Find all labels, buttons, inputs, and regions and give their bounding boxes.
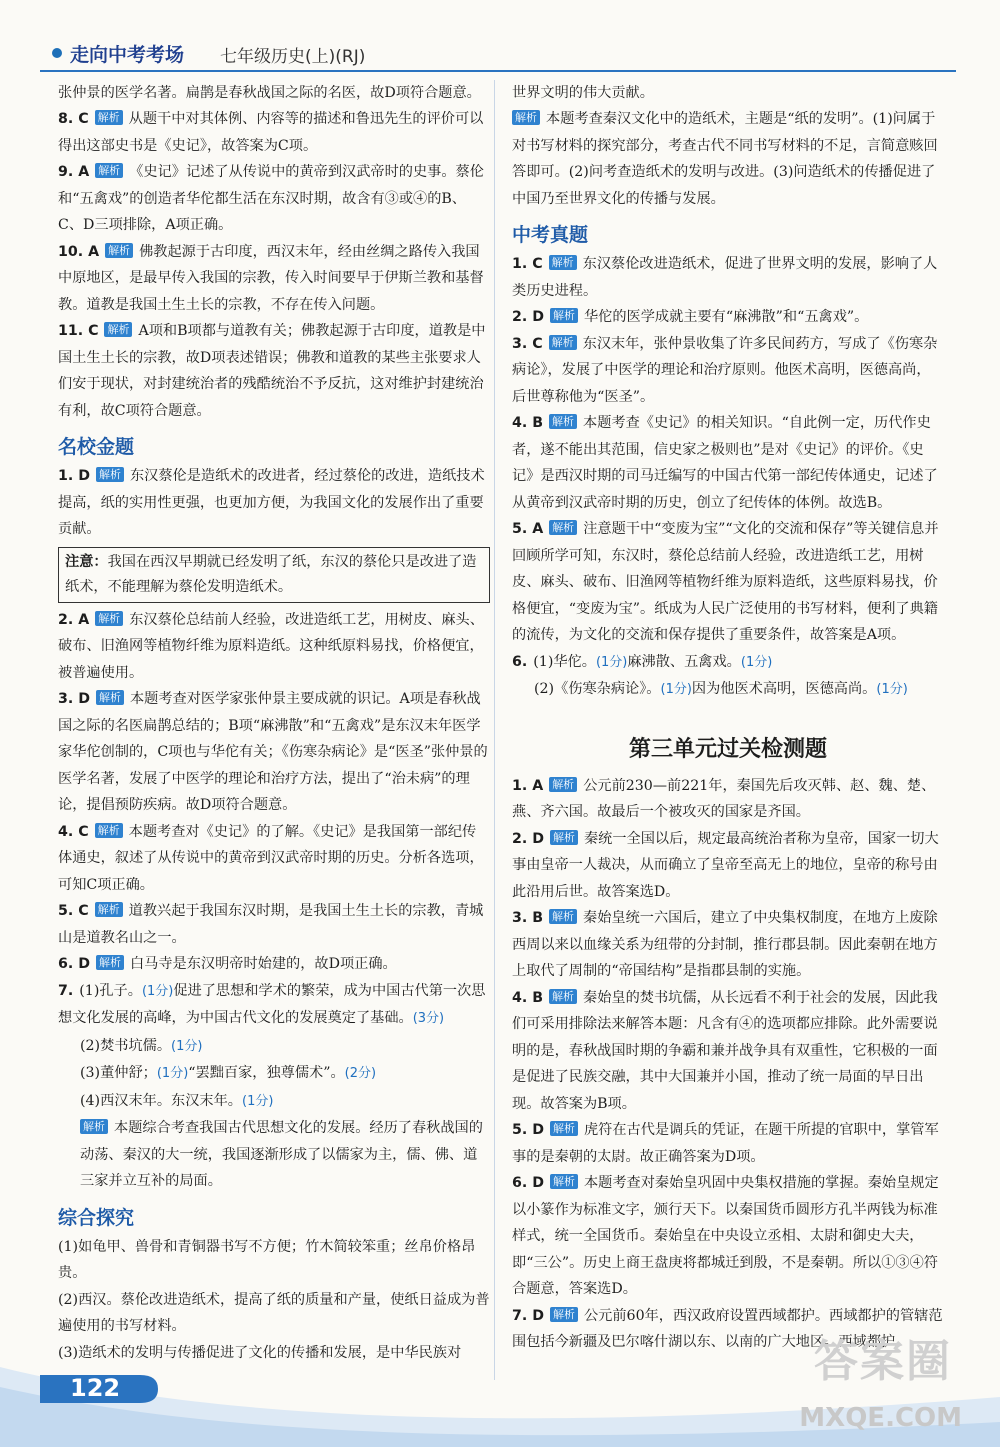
score-label: (1分) [156,1066,189,1081]
book-subtitle: 七年级历史(上)(RJ) [220,47,366,67]
score-label: (1分) [740,654,773,670]
answer-text: 东汉末年，张仲景收集了许多民间药方，写成了《伤寒杂病论》，发展了中医学的理论和治疗原则。他医术高明，医德高尚，后世尊称他为“医圣”。 [512,335,938,405]
analysis-tag: 解析 [95,611,123,626]
answer-item [512,304,944,331]
analysis-text: 本题综合考查我国古代思想文化的发展。经历了春秋战国的动荡、秦汉的大一统，我国逐渐形成了以儒家为主，儒、佛、道三家并立互补的局面。 [80,1120,483,1189]
answer-item [512,516,944,649]
analysis-tag: 解析 [549,255,577,270]
analysis-tag: 解析 [549,989,577,1004]
answer-item [512,410,944,516]
answer-number: 6. D [512,1175,544,1191]
score-label: (3分) [412,1011,445,1026]
analysis-tag: 解析 [105,243,133,258]
score-label: (1分) [242,1093,274,1109]
answer-text: “罢黜百家，独尊儒术”。 [188,1065,345,1081]
answer-text: 本题考查对秦始皇巩固中央集权措施的掌握。秦始皇规定以小篆作为标准文字，颁行天下。以秦国货币圆形方孔半两钱为标准样式，统一全国货币。秦始皇在中央设立丞相、太尉和御史大夫，即“三公”。历史上商王盘庚将都城迁到殷，不是秦朝。所以①③④符合题意，答案选D。 [512,1175,939,1297]
note-text: 我国在西汉早期就已经发明了纸，东汉的蔡伦只是改进了造纸术，不能理解为蔡伦发明造纸术。 [65,553,477,595]
answer-text: 秦始皇统一六国后，建立了中央集权制度，在地方上废除西周以来以血缘关系为纽带的分封制，推行郡县制。因此秦朝在地方上取代了周制的“帝国结构”是指郡县制的实施。 [512,910,938,979]
answer-number: 3. D [58,691,90,707]
answer-item [58,318,490,424]
analysis-paragraph [58,1115,490,1195]
answer-text: 公元前230—前221年，秦国先后攻灭韩、赵、魏、楚、燕、齐六国。故最后一个被攻灭的国家是齐国。 [512,777,936,820]
answer-text: (1)华佗。 [533,653,596,670]
analysis-tag: 解析 [550,308,578,323]
answer-item [58,607,490,687]
answer-text: 本题考查对《史记》的了解。《史记》是我国第一部纪传体通史，叙述了从传说中的黄帝到汉武帝时期的历史。分析各选项，可知C项正确。 [58,823,484,893]
score-label: (1分) [660,682,692,697]
answer-item [58,463,490,543]
answer-item [58,978,490,1033]
answer-number: 5. D [512,1122,544,1138]
analysis-tag: 解析 [96,955,124,970]
note-label: 注意： [65,553,108,570]
book-title: 走向中考考场 [70,44,185,66]
answer-item [512,1170,944,1303]
answer-text: (3)董仲舒； [80,1065,157,1081]
answer-text: 麻沸散、五禽戏。 [627,653,741,670]
analysis-tag: 解析 [549,414,577,429]
answer-text: 公元前60年，西汉政府设置西域都护。西域都护的管辖范围包括今新疆及巴尔喀什湖以东、以南的广大地区。西域都护 [512,1307,943,1350]
answer-number: 1. D [58,468,90,484]
analysis-tag: 解析 [512,110,540,125]
answer-item [512,1117,944,1170]
answer-number: 4. C [58,823,89,840]
answer-text: 秦始皇的焚书坑儒，从长远看不利于社会的发展，因此我们可采用排除法来解答本题：凡含有④的选项都应排除。此外需要说明的是，春秋战国时期的争霸和兼并战争具有双重性，它积极的一面是促进了民族交融，其中大国兼并小国，推动了统一局面的早日出现。故答案为B项。 [512,989,938,1112]
answer-text: 华佗的医学成就主要有“麻沸散”和“五禽戏”。 [583,309,869,325]
answer-text: 道教兴起于我国东汉时期，是我国土生土长的宗教，青城山是道教名山之一。 [58,903,484,946]
answer-item [512,826,944,906]
answer-number: 3. C [512,335,543,352]
analysis-tag: 解析 [549,777,577,792]
answer-list [512,773,944,1356]
answer-text: 佛教起源于古印度，西汉末年，经由丝绸之路传入我国中原地区，是最早传入我国的宗教，传入时间要早于伊斯兰教和基督教。道教是我国土生土长的宗教，不存在传入问题。 [58,243,484,313]
answer-number: 10. A [58,243,100,260]
answer-text: 东汉蔡伦总结前人经验，改进造纸工艺，用树皮、麻头、破布、旧渔网等植物纤维为原料造纸。这种纸原料易找，价格便宜，被普遍使用。 [58,611,484,681]
score-label: (1分) [141,983,174,999]
answer-item [512,905,944,985]
answer-number: 11. C [58,323,99,339]
answer-text: (1)孔子。 [79,982,142,999]
unit-title: 第三单元过关检测题 [628,736,827,762]
answer-number: 8. C [58,111,89,127]
analysis-tag: 解析 [96,690,124,705]
answer-subitem [58,1088,490,1116]
analysis-tag: 解析 [96,467,124,482]
explore-answer: (2)西汉。蔡伦改进造纸术，提高了纸的质量和产量，使纸日益成为普遍使用的书写材料。 [58,1291,490,1334]
answer-number: 4. B [512,989,544,1006]
answer-text: 虎符在古代是调兵的凭证，在题干所提的官职中，掌管军事的是秦朝的太尉。故正确答案为D项。 [512,1122,939,1165]
answer-text: (4)西汉末年。 [80,1092,172,1109]
section-title: 名校金题 [58,436,135,458]
watermark-logo: 答案圈 [814,1336,952,1387]
answer-item [58,819,490,899]
watermark-url: MXQE.COM [799,1403,962,1433]
answer-subitem [58,1060,490,1088]
answer-number: 5. A [512,521,544,537]
answer-text: 东汉蔡伦改进造纸术，促进了世界文明的发展，影响了人类历史进程。 [512,256,938,299]
answer-list [512,251,944,649]
score-label: (1分) [595,654,628,670]
answer-number: 9. A [58,164,90,180]
analysis-tag: 解析 [95,110,123,125]
section-title: 中考真题 [512,224,589,246]
answer-item [58,951,490,978]
answer-number: 6. [512,653,528,670]
answer-text: 《史记》记述了从传说中的黄帝到汉武帝时的史事。蔡伦和“五禽戏”的创造者华佗都生活在东汉时期，故含有③或④的B、C、D三项排除，A项正确。 [58,164,484,233]
answer-text: 秦统一全国以后，规定最高统治者称为皇帝，国家一切大事由皇帝一人裁决，从而确立了皇帝至高无上的地位，皇帝的称号由此沿用后世。故答案选D。 [512,830,939,900]
score-label: (1分) [171,1038,203,1054]
page-number: 122 [70,1374,121,1402]
right-column [512,80,944,1356]
analysis-tag: 解析 [104,322,132,337]
answer-list [58,607,490,978]
answer-number: 6. D [58,956,90,972]
answer-number: 2. D [512,830,544,847]
left-column [58,80,490,1366]
continued-text: 张仲景的医学名著。扁鹊是春秋战国之际的名医，故D项符合题意。 [58,85,481,101]
score-label: (1分) [876,682,908,697]
analysis-tag: 解析 [95,823,123,838]
answer-item [58,159,490,239]
answer-number: 2. D [512,309,544,325]
answer-text: 注意题干中“变废为宝”“文化的交流和保存”等关键信息并回顾所学可知，东汉时，蔡伦总结前人经验，改进造纸工艺，用树皮、麻头、破布、旧渔网等植物纤维为原料造纸，这些原料易找，价格便宜，“变废为宝”。纸成为人民广泛使用的书写材料，便利了典籍的流传，为文化的交流和保存提供了重要条件，故答案是A项。 [512,521,939,643]
section-title: 综合探究 [58,1206,135,1229]
analysis-tag: 解析 [549,335,577,350]
answer-item [58,106,490,159]
analysis-tag: 解析 [95,163,123,178]
analysis-text: 本题考查秦汉文化中的造纸术，主题是“纸的发明”。(1)问属于对书写材料的探究部分，考查古代不同书写材料的不足，言简意赅回答即可。(2)问考查造纸术的发明与改进。(3)问造纸术的传播促进了中国乃至世界文化的传播与发展。 [512,111,938,207]
answer-item [512,985,944,1118]
answer-text: 本题考查《史记》的相关知识。“自此例一定，历代作史者，遂不能出其范围，信史家之极则也”是对《史记》的评价。《史记》是西汉时期的司马迁编写的中国古代第一部纪传体通史，记述了从黄帝到汉武帝时期的历史，创立了纪传体的体例。故选B。 [512,415,938,511]
score-label: (2分) [344,1066,377,1081]
header-rule [40,70,956,72]
answer-text: 东汉蔡伦是造纸术的改进者，经过蔡伦的改进，造纸技术提高，纸的实用性更强，也更加方便，为我国文化的发展作出了重要贡献。 [58,468,485,537]
answer-number: 1. C [512,256,543,272]
analysis-tag: 解析 [95,902,123,917]
page-header [40,38,955,70]
answer-item [512,331,944,411]
answer-subitem [512,676,944,704]
analysis-paragraph [512,106,944,212]
answer-item [58,898,490,951]
answer-list [58,106,490,424]
continued-text: 世界文明的伟大贡献。 [512,85,654,101]
answer-item [512,251,944,304]
analysis-tag: 解析 [549,909,577,924]
analysis-tag: 解析 [550,1307,578,1322]
answer-text: A项和B项都与道教有关；佛教起源于古印度，道教是中国土生土长的宗教，故D项表述错误；佛教和道教的某些主张要求人们安于现状，对封建统治者的残酷统治不予反抗，这对维护封建统治有利，故C项符合题意。 [58,323,486,419]
column-divider [494,80,495,1380]
answer-item [58,239,490,319]
answer-subitem [58,1033,490,1061]
answer-number: 2. A [58,611,90,628]
answer-text: 促进了思想和学术的繁荣，成为中国古代第一次思想文化发展的高峰，为中国古代文化的发展奠定了基础。 [58,982,486,1026]
explore-answer: (1)如龟甲、兽骨和青铜器书写不方便；竹木简较笨重；丝帛价格昂贵。 [58,1238,476,1281]
answer-text: 因为他医术高明，医德高尚。 [691,681,877,697]
answer-text: 本题考查对医学家张仲景主要成就的识记。A项是春秋战国之际的名医扁鹊总结的；B项“麻沸散”和“五禽戏”是东汉末年医学家华佗创制的，C项也与华佗有关；《伤寒杂病论》是“医圣”张仲景的医学名著，发展了中医学的理论和治疗方法，提出了“治未病”的理论，提倡预防疾病。故D项符合题意。 [58,691,488,813]
header-dot-icon [52,48,62,58]
answer-number: 5. C [58,903,89,919]
answer-item [58,686,490,819]
answer-text: 东汉末年。 [171,1092,242,1109]
answer-text: (2)焚书坑儒。 [80,1037,172,1054]
analysis-tag: 解析 [550,1174,578,1189]
answer-number: 3. B [512,910,544,926]
answer-text: 从题干中对其体例、内容等的描述和鲁迅先生的评价可以得出这部史书是《史记》，故答案为C项。 [58,111,484,154]
answer-text: 白马寺是东汉明帝时始建的，故D项正确。 [129,956,397,972]
answer-number: 1. A [512,777,544,794]
answer-item [512,649,944,677]
analysis-tag: 解析 [550,830,578,845]
explore-answer: (3)造纸术的发明与传播促进了文化的传播和发展，是中华民族对 [58,1344,462,1361]
analysis-tag: 解析 [80,1119,108,1134]
analysis-tag: 解析 [550,1121,578,1136]
answer-number: 7. [58,982,74,999]
answer-number: 4. B [512,415,544,431]
answer-number: 7. D [512,1307,544,1324]
answer-text: (2)《伤寒杂病论》。 [534,681,661,697]
answer-item [512,773,944,826]
note-box [58,547,490,603]
analysis-tag: 解析 [549,520,577,535]
